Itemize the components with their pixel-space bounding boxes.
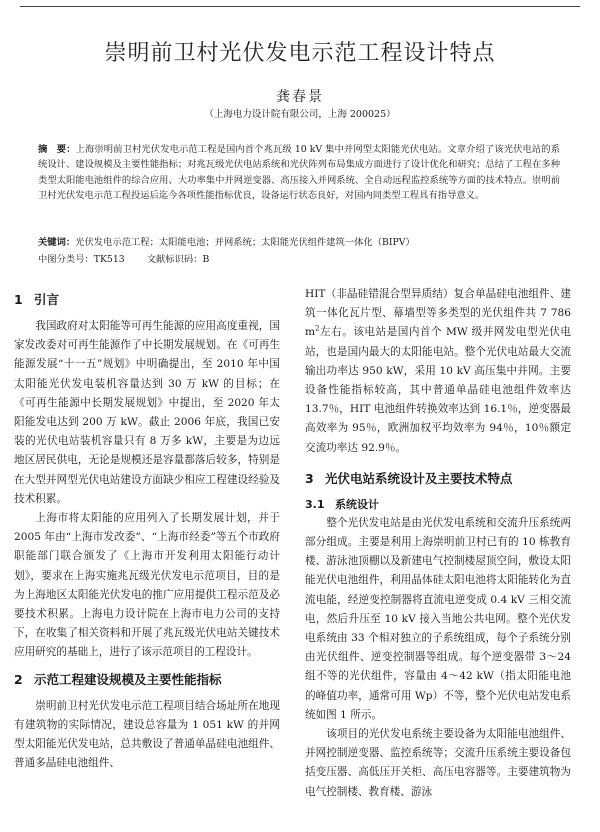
section-title: 引言	[34, 292, 60, 307]
section-title: 光伏电站系统设计及主要技术特点	[325, 470, 513, 486]
keywords-label: 关键词：	[38, 237, 76, 248]
section-title: 示范工程建设规模及主要性能指标	[34, 671, 222, 687]
document-code: 文献标识码：B	[146, 254, 210, 265]
header-rule	[20, 6, 580, 7]
paragraph: 整个光伏发电站是由光伏发电系统和交流升压系统两部分组成。主要是利用上海崇明前卫村已有的 10 栋教育楼、游泳池顶棚以及新建电气控制楼屋顶空间，敷设太阳能光伏电池组件，利用晶体硅太阳电池将太阳能转化为直流电能，经逆变控制器将直流电逆变成 0.4 kV 三相交流电，然后升压至 10 kV 接入当地公共电网。整个光伏发电系统由 33 个相对独立的子系统组成，每个子系统分别由光伏组件、逆变控制器等组成。每个逆变器带 3～24 组不等的光伏组件，容量由 4～42 kW（指太阳能电池的峰值功率，通常可用 Wp）不等，整个光伏电站发电系统如图 1 所示。	[305, 516, 571, 721]
subsection-number: 3.1	[305, 497, 325, 511]
section-heading-2	[14, 671, 280, 689]
paragraph: 上海市将太阳能的应用列入了长期发展计划，并于 2005 年由“上海市发改委”、“上海市经委”等五个市政府职能部门联合颁发了《上海市开发利用太阳能行动计划》，要求在上海实施兆瓦级光伏发电示范项目，目的是为上海地区太阳能光伏发电的推广应用提供工程示范及必要技术积累。上海电力设计院在上海市电力公司的支持下，在收集了相关资料和开展了兆瓦级光伏电站关键技术应用研究的基础上，进行了该示范项目的工程设计。	[14, 512, 280, 659]
subsection-heading	[305, 496, 571, 514]
section-heading-1	[14, 291, 280, 309]
section-number: 1	[14, 292, 23, 307]
section-number: 3	[305, 470, 314, 486]
classification	[38, 251, 231, 265]
section-number: 2	[14, 671, 23, 687]
right-column	[305, 285, 571, 802]
abstract	[38, 142, 560, 204]
paragraph	[305, 285, 571, 458]
paper-title: 崇明前卫村光伏发电示范工程设计特点	[104, 41, 496, 66]
author-name: 龚春景	[276, 89, 324, 105]
paragraph: 崇明前卫村光伏发电示范工程项目结合场址所在地现有建筑物的实际情况，建设总容量为 1 051 kW 的并网型太阳能光伏发电站，总共敷设了普通单晶硅电池组件、普通多晶硅电池组件、	[14, 699, 280, 770]
paragraph-text: HIT（非晶硅错混合型异质结）复合单晶硅电池组件、建筑一体化瓦片型、幕墙型等多类型的光伏组件共 7 786 m	[305, 288, 571, 339]
abstract-text: 上海崇明前卫村光伏发电示范工程是国内首个兆瓦级 10 kV 集中并网型太阳能光伏电站。文章介绍了该光伏电站的系统设计、建设规模及主要性能指标；对兆瓦级光伏电站系统和光伏阵列布局集成方面进行了设计优化和研究；总结了工程在多种类型太阳能电池组件的综合应用、大功率集中并网逆变器、高压接入并网系统、全自动远程监控系统等方面的技术特点。崇明前卫村光伏发电示范工程投运后迄今各项性能指标优良，设备运行状态良好，对国内同类型工程具有指导意义。	[38, 144, 560, 202]
author-affiliation: （上海电力设计院有限公司，上海 200025）	[204, 109, 396, 120]
subsection-title: 系统设计	[335, 497, 379, 511]
clc-number: 中图分类号：TK513	[38, 254, 125, 265]
paragraph: 该项目的光伏发电系统主要设备为太阳能电池组件、并网控制逆变器、监控系统等；交流升压系统主要设备包括变压器、高低压开关柜、高压电容器等。主要建筑物为电气控制楼、教育楼、游泳	[305, 728, 571, 798]
paragraph-text: 左右。该电站是国内首个 MW 级并网发电型光伏电站，也是国内最大的太阳能电站。整个光伏电站最大交流输出功率达 950 kW，采用 10 kV 高压集中并网。主要设备性能指标较高，其中普通单晶硅电池组件效率达 13.7％，HIT 电池组件转换效率达到 16.1％，逆变器最高效率为 95％，欧洲加权平均效率为 94％，10％额定交流功率达 92.9％。	[305, 326, 571, 454]
keywords	[38, 235, 560, 250]
paragraph: 我国政府对太阳能等可再生能源的应用高度重视，国家发改委对可再生能源作了中长期发展规划。在《可再生能源发展“十一五”规划》中明确提出，至 2010 年中国太阳能光伏发电装机容量达到 30 万 kW 的目标；在《可再生能源中长期发展规划》中提出，至 2020 年太阳能发电达到 200 万 kW。截止 2006 年底，我国已安装的光伏电站装机容量只有 8 万多 kW，主要是为边远地区居民供电，无论是规模还是容量都落后较多，特别是在大型并网型光伏电站建设方面缺少相应工程建设经验及技术积累。	[14, 320, 280, 505]
abstract-label: 摘 要：	[38, 144, 76, 155]
section-heading-3	[305, 470, 571, 488]
left-column	[14, 285, 280, 773]
keywords-text: 光伏发电示范工程；太阳能电池；并网系统；太阳能光伏组件建筑一体化（BIPV）	[75, 237, 415, 248]
superscript: 2	[315, 324, 320, 333]
